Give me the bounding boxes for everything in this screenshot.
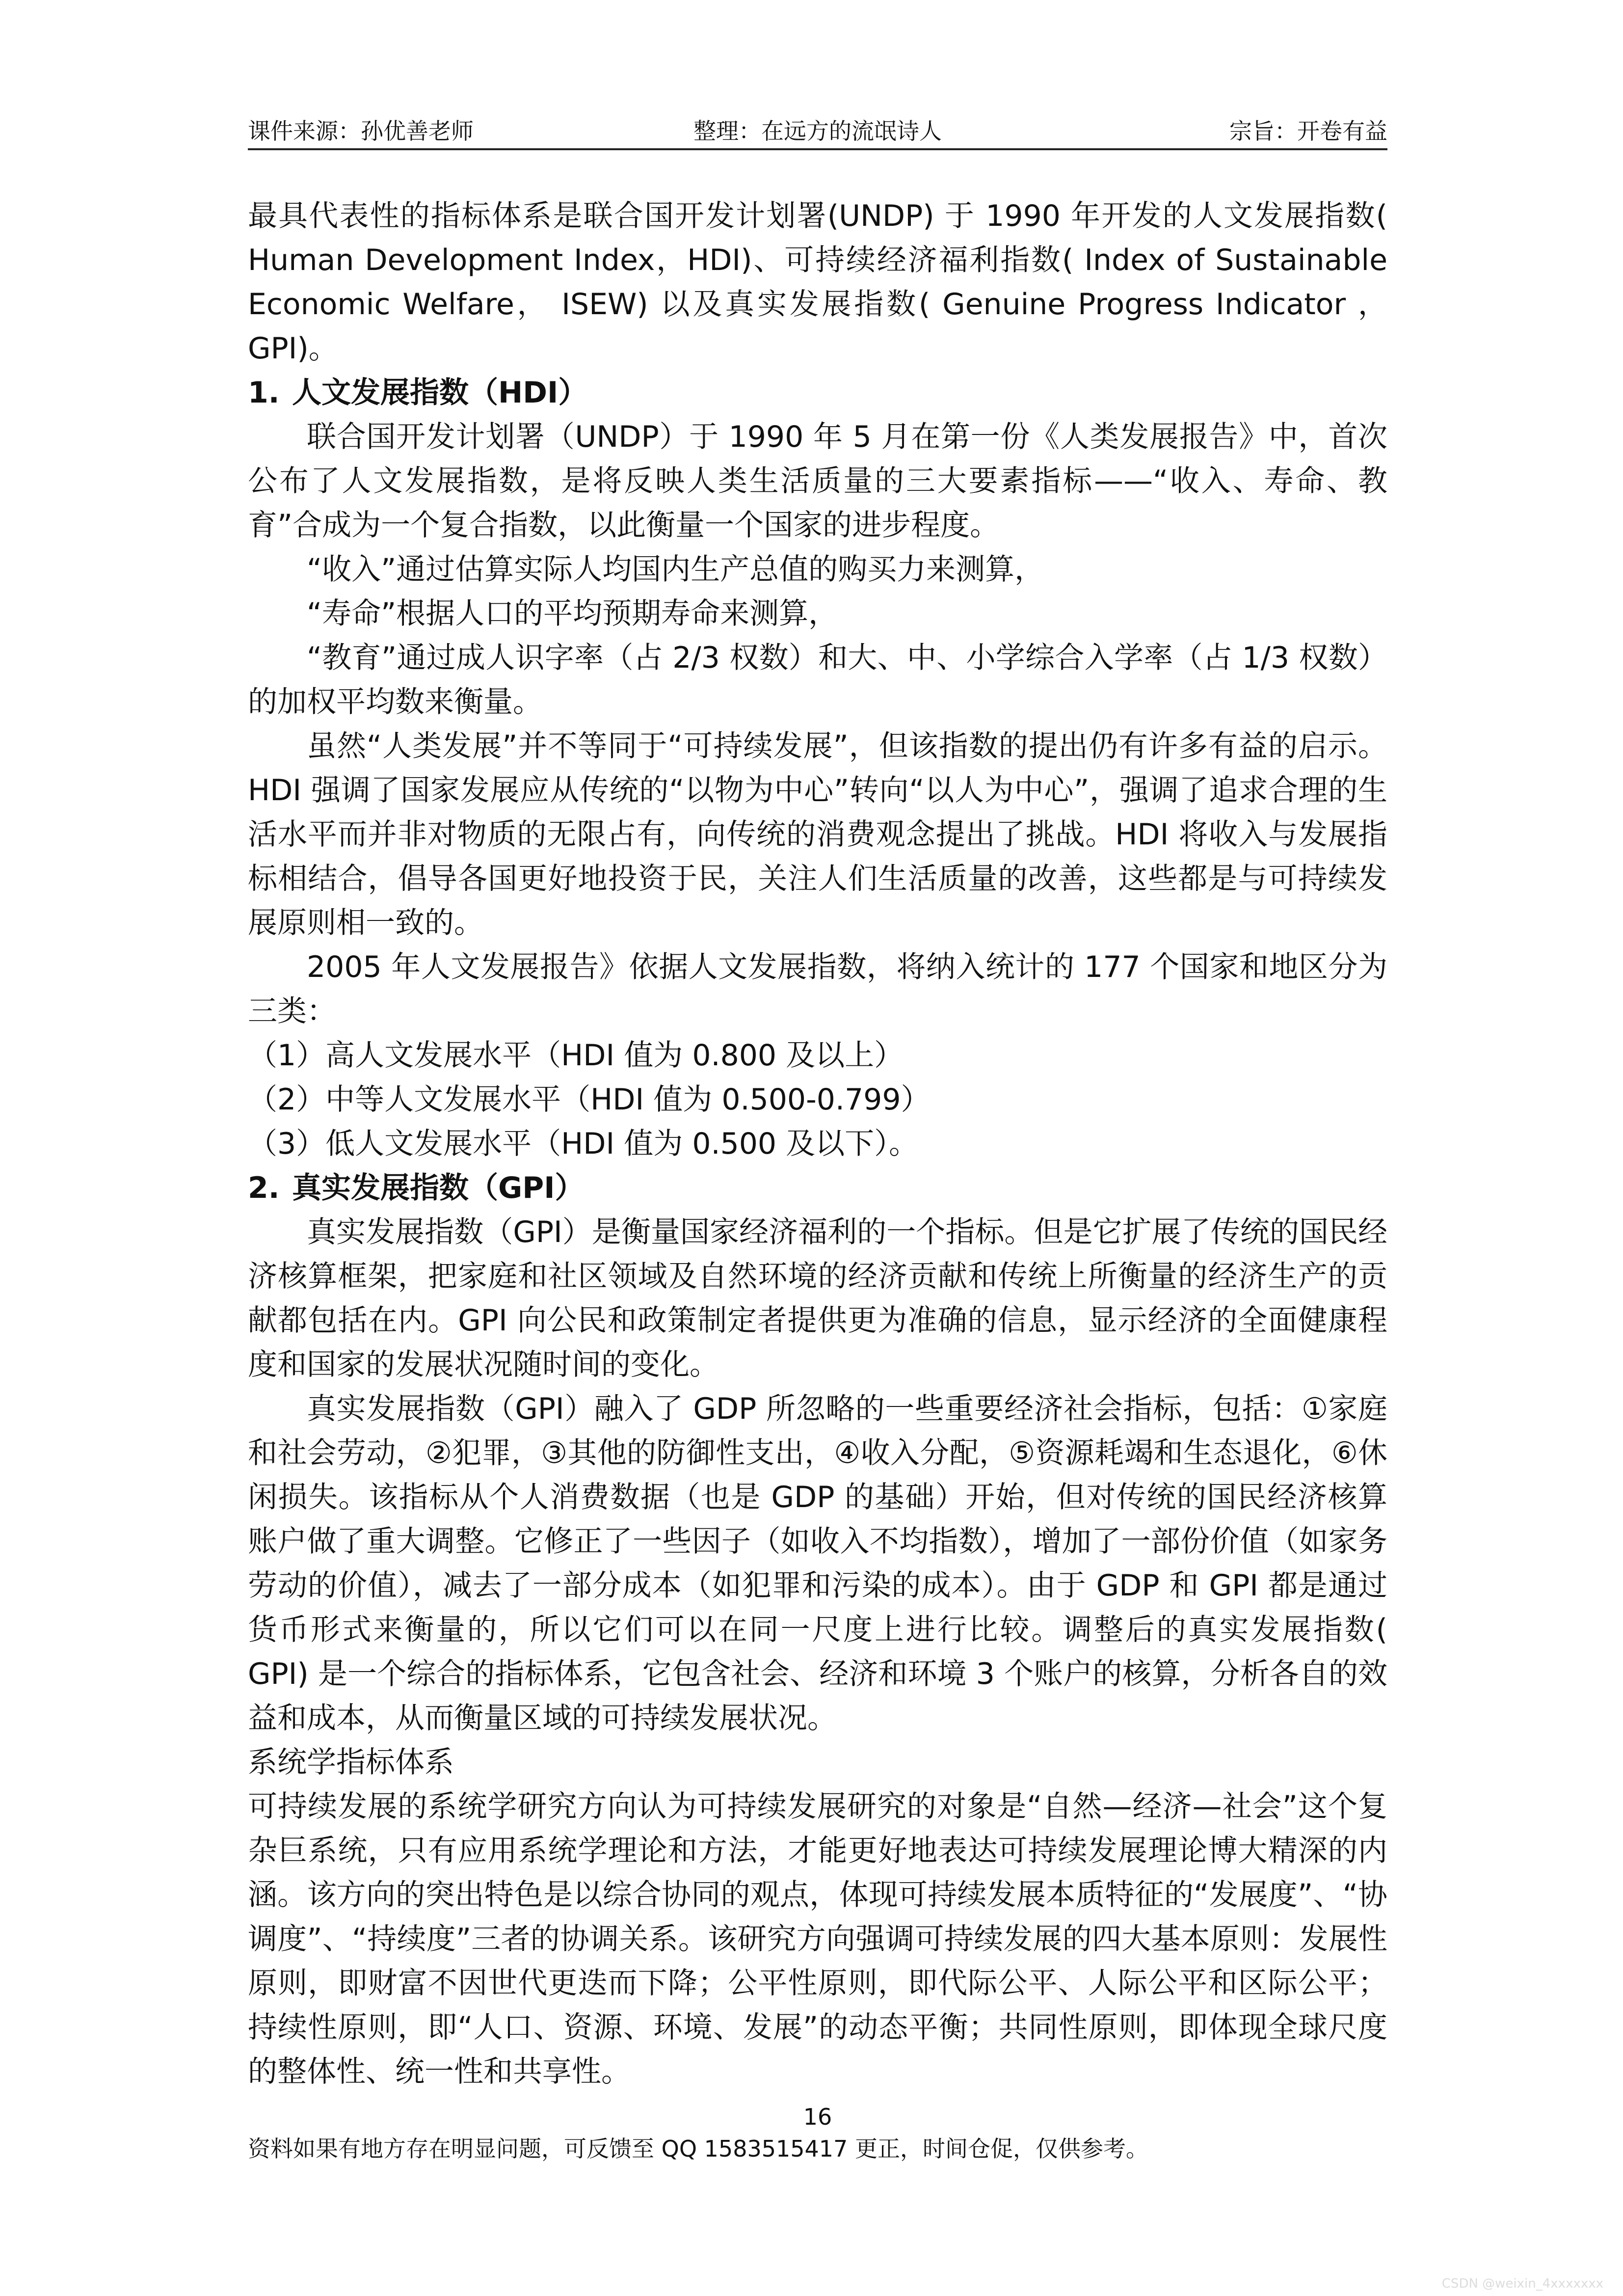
hdi-paragraph-6: 2005 年人文发展报告》依据人文发展指数，将纳入统计的 177 个国家和地区分为三类： [248,950,1387,1028]
intro-paragraph: 最具代表性的指标体系是联合国开发计划署(UNDP) 于 1990 年开发的人文发展指数( Human Development Index，HDI)、可持续经济福利指数( Index of Sustainable Economic Welfare， ISEW) 以及真实发展指数( Genuine Progress Indicator ，GPI)。 [248,199,1387,366]
hdi-income-paragraph: “收入”通过估算实际人均国内生产总值的购买力来测算， [307,552,1044,587]
document-body [248,194,1387,2094]
hdi-list-item-high: （1）高人文发展水平（HDI 值为 0.800 及以上） [248,1038,904,1073]
header-motto: 宗旨：开卷有益 [1229,118,1387,144]
systems-paragraph: 可持续发展的系统学研究方向认为可持续发展研究的对象是“自然—经济—社会”这个复杂巨系统，只有应用系统学理论和方法，才能更好地表达可持续发展理论博大精深的内涵。该方向的突出特色是以综合协同的观点，体现可持续发展本质特征的“发展度”、“协调度”、“持续度”三者的协调关系。该研究方向强调可持续发展的四大基本原则：发展性原则，即财富不因世代更迭而下降；公平性原则，即代际公平、人际公平和区际公平；持续性原则，即“人口、资源、环境、发展”的动态平衡；共同性原则，即体现全球尺度的整体性、统一性和共享性。 [248,1789,1387,2089]
gpi-paragraph-2: 真实发展指数（GPI）融入了 GDP 所忽略的一些重要经济社会指标，包括：①家庭和社会劳动，②犯罪，③其他的防御性支出，④收入分配，⑤资源耗竭和生态退化，⑥休闲损失。该指标从个人消费数据（也是 GDP 的基础）开始，但对传统的国民经济核算账户做了重大调整。它修正了一些因子（如收入不均指数），增加了一部份价值（如家务劳动的价值），减去了一部分成本（如犯罪和污染的成本）。由于 GDP 和 GPI 都是通过货币形式来衡量的，所以它们可以在同一尺度上进行比较。调整后的真实发展指数( GPI) 是一个综合的指标体系，它包含社会、经济和环境 3 个账户的核算，分析各自的效益和成本，从而衡量区域的可持续发展状况。 [248,1392,1387,1735]
hdi-paragraph-1: 联合国开发计划署（UNDP）于 1990 年 5 月在第一份《人类发展报告》中，首次公布了人文发展指数，是将反映人类生活质量的三大要素指标——“收入、寿命、教育”合成为一个复合指数，以此衡量一个国家的进步程度。 [248,420,1387,542]
hdi-list-item-medium: （2）中等人文发展水平（HDI 值为 0.500-0.799） [248,1082,931,1117]
header-editor: 整理：在远方的流氓诗人 [693,118,942,144]
page-number: 16 [803,2104,832,2130]
section-2-heading [248,1166,1387,1210]
section-2-title: 真实发展指数（GPI） [292,1171,585,1205]
section-1-number: 1. [248,376,280,410]
gpi-paragraph-1: 真实发展指数（GPI）是衡量国家经济福利的一个指标。但是它扩展了传统的国民经济核算框架，把家庭和社区领域及自然环境的经济贡献和传统上所衡量的经济生产的贡献都包括在内。GPI 向公民和政策制定者提供更为准确的信息，显示经济的全面健康程度和国家的发展状况随时间的变化。 [248,1215,1387,1382]
hdi-paragraph-5: 虽然“人类发展”并不等同于“可持续发展”，但该指数的提出仍有许多有益的启示。HDI 强调了国家发展应从传统的“以物为中心”转向“以人为中心”，强调了追求合理的生活水平而并非对物质的无限占有，向传统的消费观念提出了挑战。HDI 将收入与发展指标相结合，倡导各国更好地投资于民，关注人们生活质量的改善，这些都是与可持续发展原则相一致的。 [248,729,1387,940]
section-1-heading [248,371,1387,415]
header-source: 课件来源：孙优善老师 [248,118,474,144]
page-footer [248,2102,1387,2166]
section-2-number: 2. [248,1171,280,1205]
section-3-title: 系统学指标体系 [248,1745,454,1780]
hdi-lifespan-paragraph: “寿命”根据人口的平均预期寿命来测算， [307,596,838,631]
hdi-education-paragraph: “教育”通过成人识字率（占 2/3 权数）和大、中、小学综合入学率（占 1/3 权数）的加权平均数来衡量。 [248,641,1387,719]
section-1-title: 人文发展指数（HDI） [292,376,588,410]
page-header [248,114,1387,150]
hdi-list-item-low: （3）低人文发展水平（HDI 值为 0.500 及以下）。 [248,1127,919,1161]
footer-disclaimer: 资料如果有地方存在明显问题，可反馈至 QQ 1583515417 更正，时间仓促，仅供参考。 [248,2135,1148,2162]
watermark: CSDN @weixin_4xxxxxxx [1441,2276,1603,2291]
